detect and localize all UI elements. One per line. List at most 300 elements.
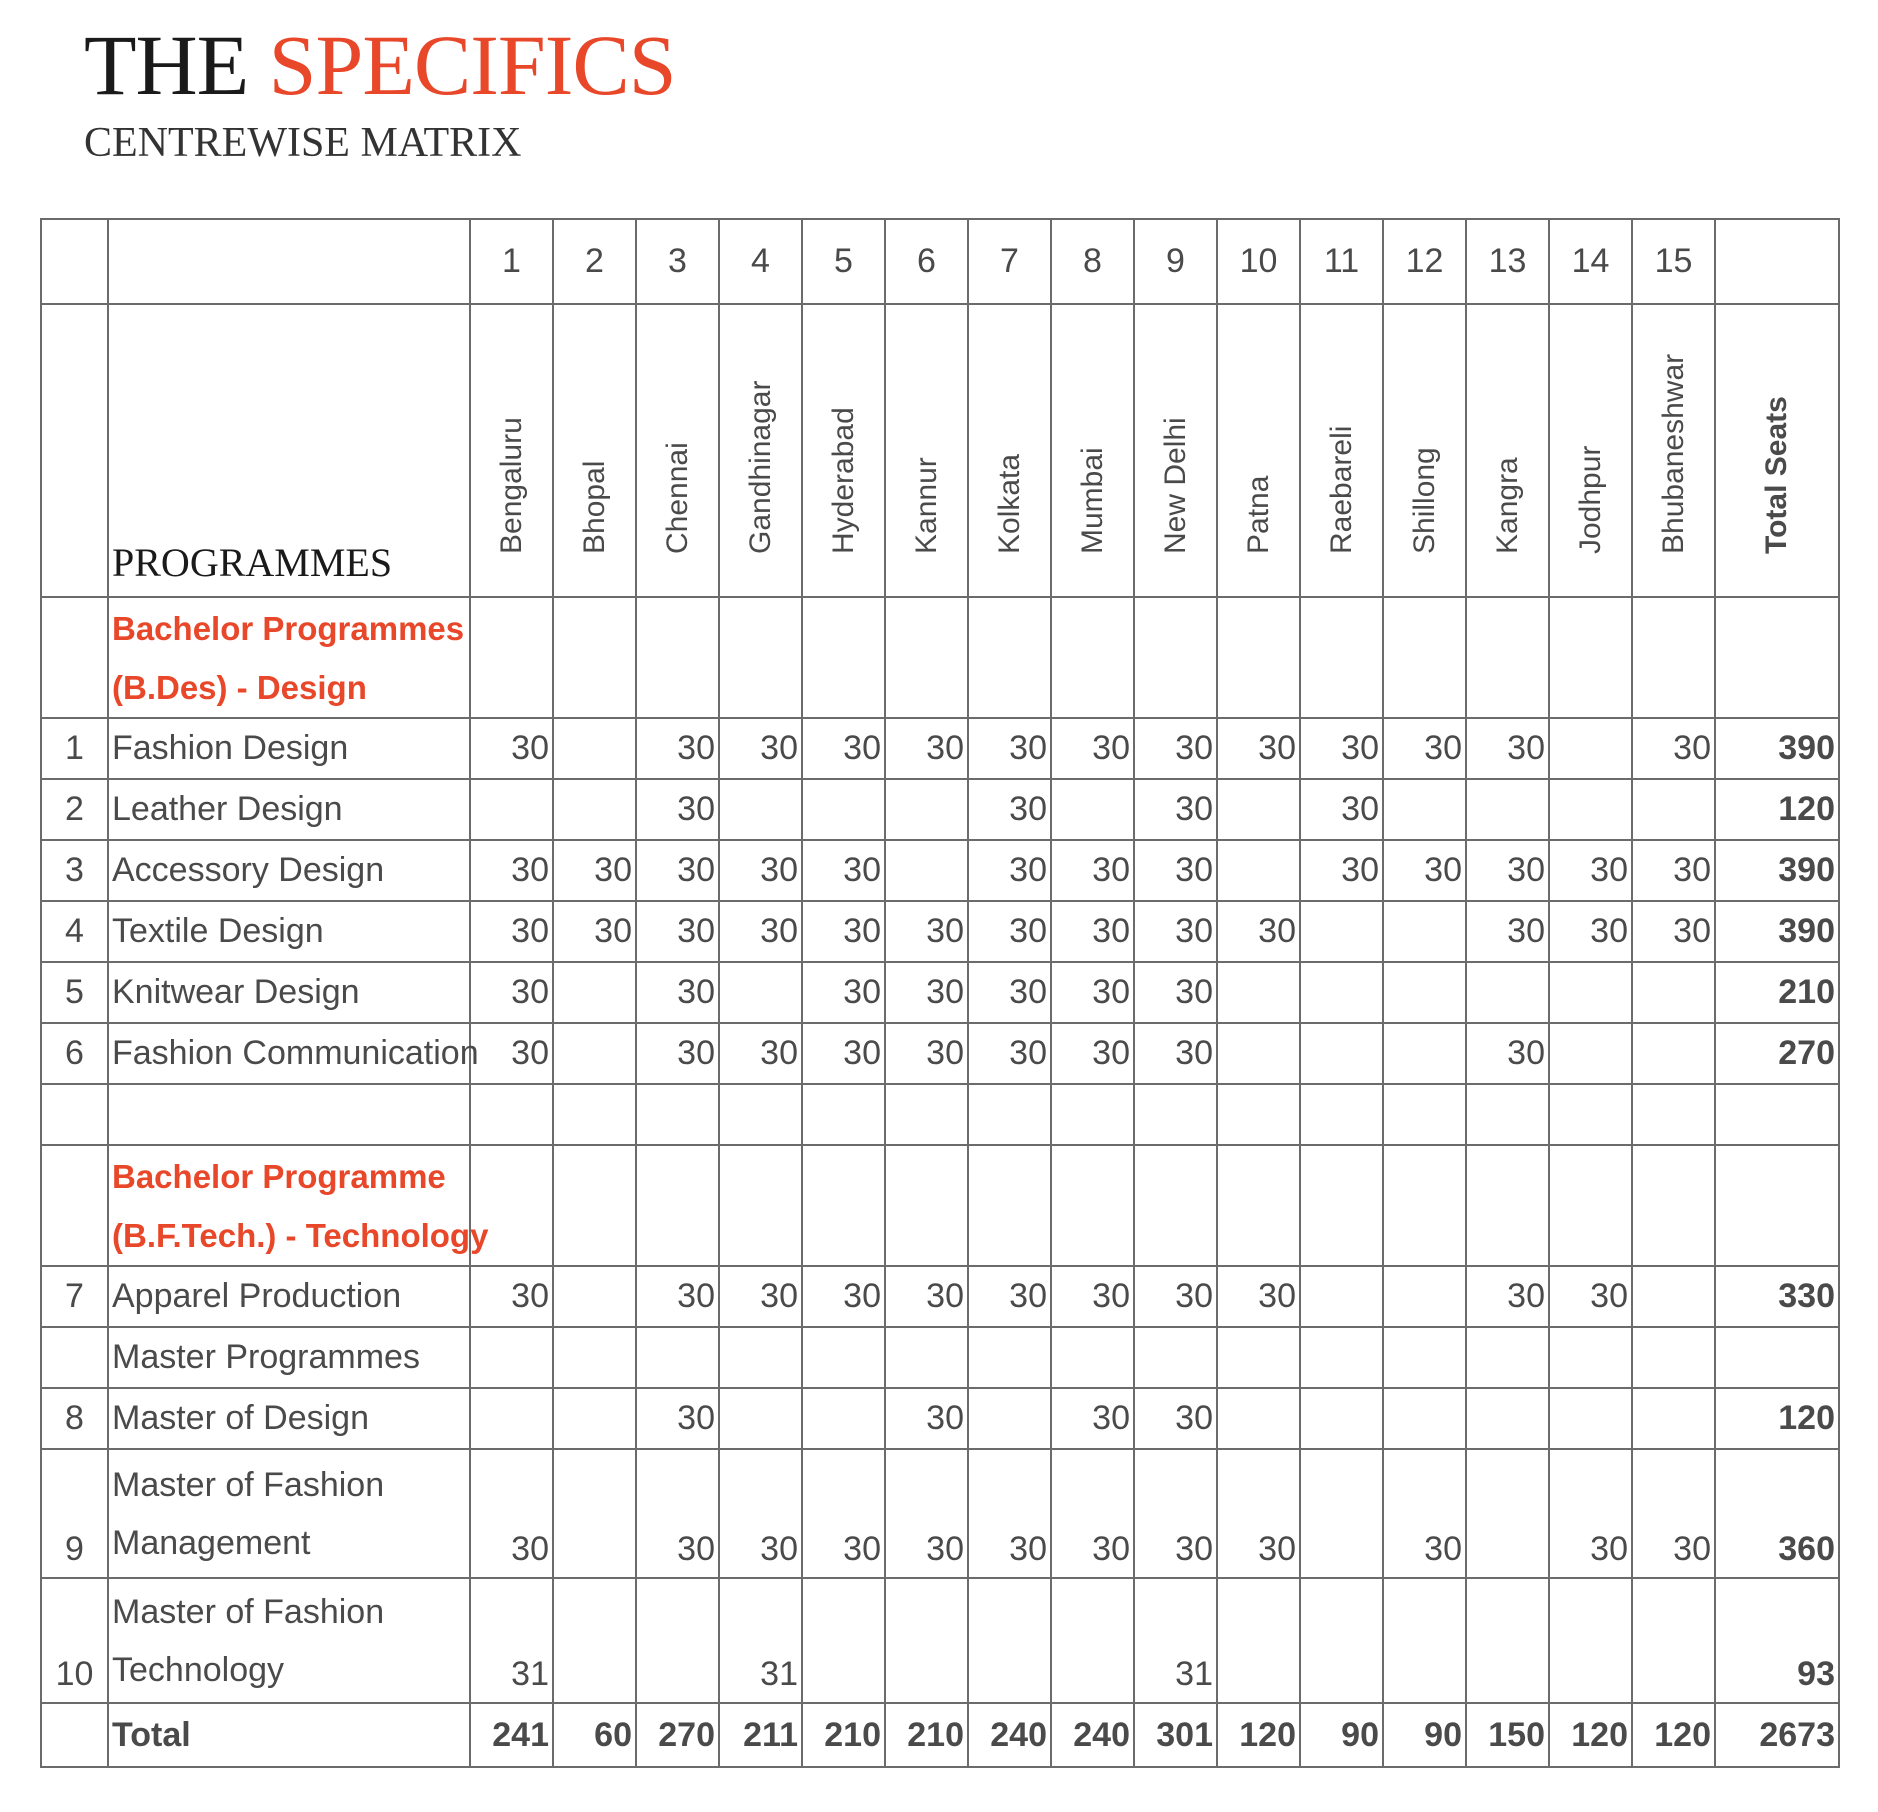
centre-name-cell xyxy=(1383,304,1466,597)
spacer-row xyxy=(41,1084,1839,1145)
seat-count xyxy=(802,1388,885,1449)
centre-name: Kangra xyxy=(1490,457,1524,554)
seat-count xyxy=(1632,1388,1715,1449)
centrewise-matrix-table xyxy=(40,218,1840,1768)
column-number: 9 xyxy=(1134,219,1217,304)
section-heading-line-1: Bachelor Programme xyxy=(112,1157,446,1195)
seat-count: 30 xyxy=(1217,901,1300,962)
centre-name: Raebareli xyxy=(1324,425,1358,554)
empty-cell xyxy=(41,1703,108,1767)
empty-cell xyxy=(802,1145,885,1266)
centre-name-cell xyxy=(1632,304,1715,597)
empty-cell xyxy=(1300,1145,1383,1266)
empty-cell xyxy=(885,1084,968,1145)
seat-count: 30 xyxy=(719,901,802,962)
seat-count: 30 xyxy=(636,1023,719,1084)
seat-count xyxy=(1632,1578,1715,1703)
centre-total: 120 xyxy=(1217,1703,1300,1767)
section-heading xyxy=(108,597,470,718)
centre-name: Chennai xyxy=(660,442,694,554)
programmes-header: PROGRAMMES xyxy=(108,304,470,597)
empty-cell xyxy=(1549,1145,1632,1266)
seat-count xyxy=(1549,1023,1632,1084)
seat-count: 30 xyxy=(885,901,968,962)
empty-cell xyxy=(41,1327,108,1388)
seat-count: 30 xyxy=(1549,901,1632,962)
seat-count xyxy=(1300,1449,1383,1578)
seat-count xyxy=(885,840,968,901)
seat-count: 30 xyxy=(1134,1266,1217,1327)
seat-count: 30 xyxy=(636,901,719,962)
column-number: 15 xyxy=(1632,219,1715,304)
programme-row xyxy=(41,1578,1839,1703)
seat-count: 30 xyxy=(1051,1266,1134,1327)
seat-count: 30 xyxy=(802,901,885,962)
empty-cell xyxy=(1549,1084,1632,1145)
empty-cell xyxy=(41,597,108,718)
column-number: 7 xyxy=(968,219,1051,304)
empty-cell xyxy=(1383,1084,1466,1145)
programme-row xyxy=(41,962,1839,1023)
empty-cell xyxy=(41,1145,108,1266)
seat-count: 30 xyxy=(636,1449,719,1578)
empty-cell xyxy=(1383,1145,1466,1266)
seat-count: 30 xyxy=(1134,1023,1217,1084)
header-blank-cell xyxy=(1715,219,1839,304)
seat-count: 31 xyxy=(1134,1578,1217,1703)
programme-name: Master of Design xyxy=(108,1388,470,1449)
seat-count: 30 xyxy=(719,718,802,779)
row-total: 360 xyxy=(1715,1449,1839,1578)
seat-count: 30 xyxy=(1134,779,1217,840)
title-part-1: THE xyxy=(84,17,249,113)
column-number: 13 xyxy=(1466,219,1549,304)
column-number: 5 xyxy=(802,219,885,304)
seat-count xyxy=(1300,1578,1383,1703)
seat-count xyxy=(1383,1388,1466,1449)
seat-count: 30 xyxy=(885,718,968,779)
section-heading xyxy=(108,1145,489,1266)
empty-cell xyxy=(1715,1145,1839,1266)
seat-count: 30 xyxy=(636,962,719,1023)
seat-count: 30 xyxy=(968,1449,1051,1578)
seat-count: 30 xyxy=(636,840,719,901)
centre-name-cell xyxy=(1549,304,1632,597)
row-total: 93 xyxy=(1715,1578,1839,1703)
seat-count xyxy=(1632,1023,1715,1084)
centre-name-cell xyxy=(1217,304,1300,597)
programme-name: Accessory Design xyxy=(108,840,470,901)
seat-count xyxy=(968,1388,1051,1449)
seat-count xyxy=(885,779,968,840)
seat-count: 30 xyxy=(1051,1449,1134,1578)
row-index: 4 xyxy=(41,901,108,962)
page-title xyxy=(84,17,676,113)
centre-name-cell xyxy=(636,304,719,597)
empty-cell xyxy=(636,597,719,718)
centre-total: 210 xyxy=(885,1703,968,1767)
seat-count: 30 xyxy=(1549,840,1632,901)
programme-name xyxy=(108,1578,470,1703)
centre-name: Jodhpur xyxy=(1573,445,1607,554)
programme-name: Knitwear Design xyxy=(108,962,470,1023)
centre-total: 241 xyxy=(470,1703,553,1767)
seat-count xyxy=(1466,1578,1549,1703)
seat-count: 30 xyxy=(719,1266,802,1327)
seat-count: 30 xyxy=(470,840,553,901)
seat-count xyxy=(1383,901,1466,962)
seat-count: 30 xyxy=(1051,901,1134,962)
programme-row xyxy=(41,901,1839,962)
centre-total: 301 xyxy=(1134,1703,1217,1767)
empty-cell xyxy=(1383,1327,1466,1388)
empty-cell xyxy=(885,1145,968,1266)
seat-count xyxy=(719,1388,802,1449)
seat-count: 30 xyxy=(636,718,719,779)
seat-count xyxy=(1383,779,1466,840)
row-total: 390 xyxy=(1715,840,1839,901)
row-index: 3 xyxy=(41,840,108,901)
column-number: 4 xyxy=(719,219,802,304)
centre-total: 150 xyxy=(1466,1703,1549,1767)
seat-count xyxy=(1217,1578,1300,1703)
empty-cell xyxy=(968,1327,1051,1388)
empty-cell xyxy=(1632,1084,1715,1145)
seat-count xyxy=(802,1578,885,1703)
programme-row xyxy=(41,840,1839,901)
empty-cell xyxy=(470,1327,553,1388)
seat-count: 30 xyxy=(636,1266,719,1327)
empty-cell xyxy=(636,1327,719,1388)
seat-count: 30 xyxy=(1300,779,1383,840)
centre-total: 90 xyxy=(1300,1703,1383,1767)
seat-count: 30 xyxy=(968,718,1051,779)
seat-count: 30 xyxy=(719,1023,802,1084)
seat-count: 30 xyxy=(1466,901,1549,962)
seat-count: 31 xyxy=(719,1578,802,1703)
empty-cell xyxy=(968,1084,1051,1145)
programme-row xyxy=(41,1266,1839,1327)
seat-count: 31 xyxy=(470,1578,553,1703)
empty-cell xyxy=(636,1084,719,1145)
seat-count xyxy=(719,779,802,840)
section-heading-line-2: (B.F.Tech.) - Technology xyxy=(112,1216,489,1254)
seat-count: 30 xyxy=(1217,1266,1300,1327)
empty-cell xyxy=(802,1327,885,1388)
centre-name-cell xyxy=(553,304,636,597)
centre-total: 270 xyxy=(636,1703,719,1767)
empty-cell xyxy=(719,597,802,718)
seat-count: 30 xyxy=(1466,840,1549,901)
seat-count: 30 xyxy=(1051,1388,1134,1449)
programme-row xyxy=(41,1023,1839,1084)
centre-name-cell xyxy=(1466,304,1549,597)
empty-cell xyxy=(1217,597,1300,718)
seat-count: 30 xyxy=(885,1449,968,1578)
page-subtitle: CENTREWISE MATRIX xyxy=(84,120,522,166)
empty-cell xyxy=(470,597,553,718)
seat-count xyxy=(1632,962,1715,1023)
programme-name-line-1: Master of Fashion xyxy=(112,1465,385,1504)
seat-count xyxy=(1466,1388,1549,1449)
centre-total: 120 xyxy=(1632,1703,1715,1767)
row-index: 9 xyxy=(41,1449,108,1578)
empty-cell xyxy=(1134,1084,1217,1145)
centre-name-cell xyxy=(885,304,968,597)
seat-count xyxy=(1632,1266,1715,1327)
empty-cell xyxy=(1217,1327,1300,1388)
row-index: 2 xyxy=(41,779,108,840)
row-total: 390 xyxy=(1715,901,1839,962)
programme-name-line-2: Technology xyxy=(112,1650,285,1689)
centre-name: Hyderabad xyxy=(826,407,860,554)
grand-total: 2673 xyxy=(1715,1703,1839,1767)
empty-cell xyxy=(636,1145,719,1266)
centre-name-cell xyxy=(1134,304,1217,597)
seat-count xyxy=(553,718,636,779)
programme-row xyxy=(41,1449,1839,1578)
seat-count xyxy=(719,962,802,1023)
empty-cell xyxy=(1466,597,1549,718)
empty-cell xyxy=(1466,1145,1549,1266)
empty-cell xyxy=(968,597,1051,718)
seat-count: 30 xyxy=(1134,1388,1217,1449)
row-index: 5 xyxy=(41,962,108,1023)
seat-count xyxy=(553,1449,636,1578)
seat-count: 30 xyxy=(1134,1449,1217,1578)
seat-count xyxy=(802,779,885,840)
empty-cell xyxy=(719,1327,802,1388)
empty-cell xyxy=(470,1084,553,1145)
column-number: 1 xyxy=(470,219,553,304)
centre-total: 211 xyxy=(719,1703,802,1767)
seat-count xyxy=(1300,901,1383,962)
seat-count: 30 xyxy=(802,718,885,779)
seat-count: 30 xyxy=(553,840,636,901)
centre-name: Patna xyxy=(1241,475,1275,554)
centre-name: Bengaluru xyxy=(494,417,528,554)
row-total: 390 xyxy=(1715,718,1839,779)
seat-count: 30 xyxy=(1466,1023,1549,1084)
empty-cell xyxy=(1300,1327,1383,1388)
seat-count: 30 xyxy=(1217,1449,1300,1578)
section-row-bftech xyxy=(41,1145,1839,1266)
section-heading-master: Master Programmes xyxy=(108,1327,470,1388)
seat-count: 30 xyxy=(802,1449,885,1578)
empty-cell xyxy=(1383,597,1466,718)
centre-name: Kannur xyxy=(909,457,943,554)
empty-cell xyxy=(1549,597,1632,718)
seat-count: 30 xyxy=(1632,840,1715,901)
programme-name: Textile Design xyxy=(108,901,470,962)
empty-cell xyxy=(719,1084,802,1145)
column-number: 3 xyxy=(636,219,719,304)
empty-cell xyxy=(1715,1327,1839,1388)
seat-count xyxy=(1549,962,1632,1023)
programme-row xyxy=(41,1388,1839,1449)
centre-name-cell xyxy=(470,304,553,597)
column-number-row xyxy=(41,219,1839,304)
seat-count: 30 xyxy=(802,1266,885,1327)
empty-cell xyxy=(1300,1084,1383,1145)
seat-count xyxy=(1300,1388,1383,1449)
seat-count xyxy=(553,1023,636,1084)
seat-count xyxy=(1466,779,1549,840)
empty-cell xyxy=(553,1145,636,1266)
seat-count xyxy=(1383,962,1466,1023)
row-index: 6 xyxy=(41,1023,108,1084)
total-label: Total xyxy=(108,1703,470,1767)
header-blank-cell xyxy=(41,304,108,597)
empty-cell xyxy=(1632,1327,1715,1388)
programme-row xyxy=(41,718,1839,779)
seat-count: 30 xyxy=(1383,718,1466,779)
seat-count xyxy=(553,962,636,1023)
seat-count: 30 xyxy=(968,901,1051,962)
empty-cell xyxy=(885,1327,968,1388)
empty-cell xyxy=(108,1084,470,1145)
centre-name: Mumbai xyxy=(1075,447,1109,554)
section-heading-line-2: (B.Des) - Design xyxy=(112,668,367,706)
centre-name: Shillong xyxy=(1407,447,1441,554)
seat-count: 30 xyxy=(1632,901,1715,962)
seat-count: 30 xyxy=(968,840,1051,901)
seat-count xyxy=(1300,1266,1383,1327)
seat-count: 30 xyxy=(470,1266,553,1327)
seat-count: 30 xyxy=(1383,840,1466,901)
seat-count: 30 xyxy=(1466,718,1549,779)
seat-count xyxy=(1300,962,1383,1023)
seat-count: 30 xyxy=(885,1023,968,1084)
centre-name: New Delhi xyxy=(1158,417,1192,554)
seat-count: 30 xyxy=(1549,1449,1632,1578)
seat-count xyxy=(1632,779,1715,840)
column-number: 10 xyxy=(1217,219,1300,304)
centre-name: Gandhinagar xyxy=(743,380,777,554)
row-index: 10 xyxy=(41,1578,108,1703)
total-seats-header: Total Seats xyxy=(1760,396,1793,554)
seat-count: 30 xyxy=(1134,718,1217,779)
programme-name xyxy=(108,1449,470,1578)
seat-count: 30 xyxy=(1300,718,1383,779)
empty-cell xyxy=(1051,597,1134,718)
empty-cell xyxy=(553,1327,636,1388)
seat-count: 30 xyxy=(470,1023,553,1084)
seat-count: 30 xyxy=(1051,840,1134,901)
centre-total: 60 xyxy=(553,1703,636,1767)
seat-count: 30 xyxy=(885,962,968,1023)
centre-name: Kolkata xyxy=(992,453,1026,554)
column-number: 14 xyxy=(1549,219,1632,304)
seat-count xyxy=(1217,779,1300,840)
seat-count: 30 xyxy=(1632,1449,1715,1578)
seat-count: 30 xyxy=(470,962,553,1023)
row-total: 120 xyxy=(1715,1388,1839,1449)
seat-count xyxy=(968,1578,1051,1703)
centre-total: 120 xyxy=(1549,1703,1632,1767)
empty-cell xyxy=(1051,1084,1134,1145)
empty-cell xyxy=(1217,1084,1300,1145)
seat-count xyxy=(1549,779,1632,840)
centre-name-cell xyxy=(719,304,802,597)
column-number: 11 xyxy=(1300,219,1383,304)
row-index: 1 xyxy=(41,718,108,779)
row-total: 120 xyxy=(1715,779,1839,840)
centre-name-row xyxy=(41,304,1839,597)
seat-count xyxy=(885,1578,968,1703)
centre-name: Bhubaneshwar xyxy=(1656,353,1690,554)
section-row-master xyxy=(41,1327,1839,1388)
programme-name: Fashion Design xyxy=(108,718,470,779)
seat-count: 30 xyxy=(968,779,1051,840)
seat-count xyxy=(553,1266,636,1327)
row-total: 270 xyxy=(1715,1023,1839,1084)
header-blank-cell xyxy=(41,219,108,304)
seat-count: 30 xyxy=(553,901,636,962)
row-total: 210 xyxy=(1715,962,1839,1023)
centre-total: 90 xyxy=(1383,1703,1466,1767)
seat-count: 30 xyxy=(802,962,885,1023)
row-total: 330 xyxy=(1715,1266,1839,1327)
seat-count xyxy=(470,1388,553,1449)
seat-count: 30 xyxy=(1466,1266,1549,1327)
seat-count: 30 xyxy=(885,1266,968,1327)
seat-count: 30 xyxy=(802,840,885,901)
empty-cell xyxy=(41,1084,108,1145)
column-number: 12 xyxy=(1383,219,1466,304)
seat-count xyxy=(1383,1266,1466,1327)
seat-count xyxy=(1549,718,1632,779)
empty-cell xyxy=(1466,1327,1549,1388)
seat-count: 30 xyxy=(1383,1449,1466,1578)
seat-count: 30 xyxy=(1549,1266,1632,1327)
seat-count xyxy=(553,1578,636,1703)
row-index: 8 xyxy=(41,1388,108,1449)
empty-cell xyxy=(1134,597,1217,718)
seat-count xyxy=(1217,1023,1300,1084)
centre-total: 210 xyxy=(802,1703,885,1767)
seat-count xyxy=(636,1578,719,1703)
empty-cell xyxy=(719,1145,802,1266)
empty-cell xyxy=(1715,597,1839,718)
seat-count: 30 xyxy=(968,1023,1051,1084)
empty-cell xyxy=(1051,1327,1134,1388)
column-number: 2 xyxy=(553,219,636,304)
seat-count: 30 xyxy=(1051,962,1134,1023)
seat-count xyxy=(1300,1023,1383,1084)
column-number: 6 xyxy=(885,219,968,304)
programme-name: Apparel Production xyxy=(108,1266,470,1327)
empty-cell xyxy=(968,1145,1051,1266)
seat-count xyxy=(1217,840,1300,901)
empty-cell xyxy=(1134,1327,1217,1388)
empty-cell xyxy=(885,597,968,718)
centre-total: 240 xyxy=(968,1703,1051,1767)
programme-name: Fashion Communication xyxy=(108,1023,470,1084)
seat-count: 30 xyxy=(1300,840,1383,901)
empty-cell xyxy=(1715,1084,1839,1145)
seat-count: 30 xyxy=(885,1388,968,1449)
seat-count xyxy=(1383,1023,1466,1084)
centre-name: Bhopal xyxy=(577,460,611,554)
seat-count: 30 xyxy=(968,1266,1051,1327)
seat-count: 30 xyxy=(470,1449,553,1578)
seat-count: 30 xyxy=(636,1388,719,1449)
seat-count: 30 xyxy=(719,1449,802,1578)
seat-count: 30 xyxy=(1051,1023,1134,1084)
seat-count: 30 xyxy=(636,779,719,840)
seat-count xyxy=(1549,1388,1632,1449)
